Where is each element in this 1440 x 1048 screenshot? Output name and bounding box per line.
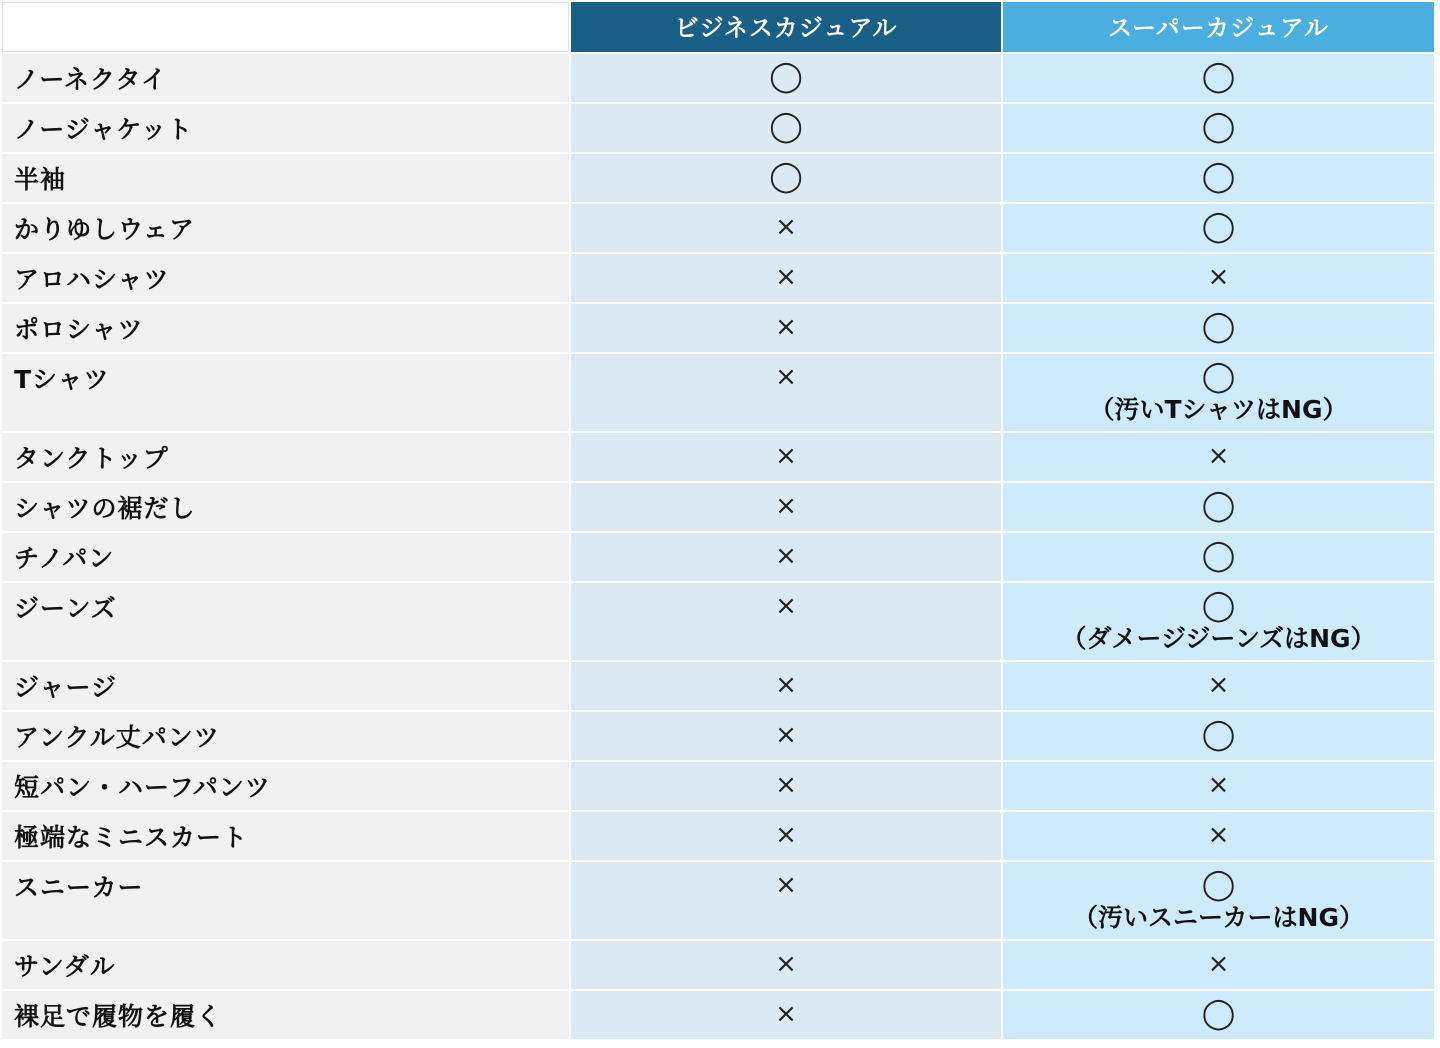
cross-mark: ×	[1207, 770, 1230, 800]
cross-mark: ×	[775, 999, 797, 1029]
cross-mark: ×	[775, 820, 797, 850]
table-row	[2, 581, 1434, 660]
item-label: 極端なミニスカート	[2, 810, 569, 860]
super-casual-cell	[1001, 581, 1434, 660]
table-row	[2, 660, 1434, 710]
business-casual-cell	[569, 52, 1001, 102]
item-label: 短パン・ハーフパンツ	[2, 760, 569, 810]
circle-mark: ◯	[1201, 588, 1236, 623]
super-casual-cell	[1001, 102, 1434, 152]
circle-mark: ◯	[769, 109, 803, 144]
super-casual-cell	[1001, 302, 1434, 352]
item-label: 裸足で履物を履く	[2, 989, 569, 1039]
super-casual-note: （ダメージジーンズはNG）	[1061, 624, 1376, 653]
circle-mark: ◯	[1201, 488, 1236, 523]
business-casual-cell	[569, 431, 1001, 481]
table-row	[2, 760, 1434, 810]
item-label: シャツの裾だし	[2, 481, 569, 531]
business-casual-cell	[569, 939, 1001, 989]
business-casual-cell	[569, 102, 1001, 152]
item-label: スニーカー	[2, 860, 569, 939]
circle-mark: ◯	[769, 59, 803, 94]
header-blank-cell	[2, 2, 569, 52]
item-label: サンダル	[2, 939, 569, 989]
cross-mark: ×	[1207, 262, 1230, 292]
circle-mark: ◯	[1201, 867, 1236, 902]
item-label: ジーンズ	[2, 581, 569, 660]
business-casual-cell	[569, 202, 1001, 252]
super-casual-cell	[1001, 989, 1434, 1039]
business-casual-cell	[569, 531, 1001, 581]
super-casual-cell	[1001, 660, 1434, 710]
cross-mark: ×	[775, 362, 797, 392]
super-casual-cell	[1001, 710, 1434, 760]
cross-mark: ×	[1207, 949, 1230, 979]
cross-mark: ×	[775, 312, 797, 342]
cross-mark: ×	[1207, 820, 1230, 850]
table-row	[2, 352, 1434, 431]
super-casual-cell	[1001, 760, 1434, 810]
item-label: アロハシャツ	[2, 252, 569, 302]
business-casual-cell	[569, 302, 1001, 352]
item-label: ノーネクタイ	[2, 52, 569, 102]
item-label: アンクル丈パンツ	[2, 710, 569, 760]
super-casual-cell	[1001, 202, 1434, 252]
header-row	[2, 2, 1434, 52]
super-casual-note: （汚いTシャツはNG）	[1089, 395, 1348, 424]
business-casual-cell	[569, 352, 1001, 431]
super-casual-cell	[1001, 481, 1434, 531]
business-casual-cell	[569, 481, 1001, 531]
table-row	[2, 860, 1434, 939]
table-row	[2, 989, 1434, 1039]
super-casual-note: （汚いスニーカーはNG）	[1073, 903, 1364, 932]
item-label: かりゆしウェア	[2, 202, 569, 252]
item-label: チノパン	[2, 531, 569, 581]
super-casual-cell	[1001, 352, 1434, 431]
table-row	[2, 302, 1434, 352]
cross-mark: ×	[775, 720, 797, 750]
super-casual-cell	[1001, 939, 1434, 989]
circle-mark: ◯	[1201, 538, 1236, 573]
item-label: Tシャツ	[2, 352, 569, 431]
table-row	[2, 481, 1434, 531]
circle-mark: ◯	[1201, 59, 1236, 94]
table-row	[2, 52, 1434, 102]
super-casual-cell	[1001, 431, 1434, 481]
super-casual-cell	[1001, 860, 1434, 939]
super-casual-cell	[1001, 152, 1434, 202]
cross-mark: ×	[775, 262, 797, 292]
circle-mark: ◯	[1201, 717, 1236, 752]
cross-mark: ×	[775, 212, 797, 242]
business-casual-cell	[569, 810, 1001, 860]
business-casual-cell	[569, 152, 1001, 202]
table-row	[2, 710, 1434, 760]
circle-mark: ◯	[1201, 109, 1236, 144]
super-casual-cell	[1001, 52, 1434, 102]
item-label: タンクトップ	[2, 431, 569, 481]
circle-mark: ◯	[1201, 159, 1236, 194]
dress-code-comparison-table	[2, 2, 1434, 1039]
table-row	[2, 431, 1434, 481]
cross-mark: ×	[775, 541, 797, 571]
table-row	[2, 202, 1434, 252]
table-row	[2, 152, 1434, 202]
super-casual-cell	[1001, 531, 1434, 581]
header-super-casual: スーパーカジュアル	[1001, 2, 1434, 52]
table-body	[2, 52, 1434, 1039]
cross-mark: ×	[1207, 670, 1230, 700]
cross-mark: ×	[775, 949, 797, 979]
business-casual-cell	[569, 860, 1001, 939]
table-row	[2, 939, 1434, 989]
business-casual-cell	[569, 989, 1001, 1039]
super-casual-cell	[1001, 810, 1434, 860]
cross-mark: ×	[775, 670, 797, 700]
item-label: ジャージ	[2, 660, 569, 710]
business-casual-cell	[569, 660, 1001, 710]
business-casual-cell	[569, 710, 1001, 760]
table-row	[2, 810, 1434, 860]
item-label: ノージャケット	[2, 102, 569, 152]
business-casual-cell	[569, 581, 1001, 660]
table-row	[2, 102, 1434, 152]
table-row	[2, 252, 1434, 302]
item-label: 半袖	[2, 152, 569, 202]
cross-mark: ×	[775, 441, 797, 471]
business-casual-cell	[569, 252, 1001, 302]
table-row	[2, 531, 1434, 581]
cross-mark: ×	[775, 491, 797, 521]
header-business-casual: ビジネスカジュアル	[569, 2, 1001, 52]
item-label: ポロシャツ	[2, 302, 569, 352]
cross-mark: ×	[775, 591, 797, 621]
super-casual-cell	[1001, 252, 1434, 302]
circle-mark: ◯	[1201, 996, 1236, 1031]
business-casual-cell	[569, 760, 1001, 810]
circle-mark: ◯	[1201, 309, 1236, 344]
circle-mark: ◯	[769, 159, 803, 194]
cross-mark: ×	[775, 770, 797, 800]
cross-mark: ×	[1207, 441, 1230, 471]
cross-mark: ×	[775, 870, 797, 900]
circle-mark: ◯	[1201, 209, 1236, 244]
circle-mark: ◯	[1201, 359, 1236, 394]
